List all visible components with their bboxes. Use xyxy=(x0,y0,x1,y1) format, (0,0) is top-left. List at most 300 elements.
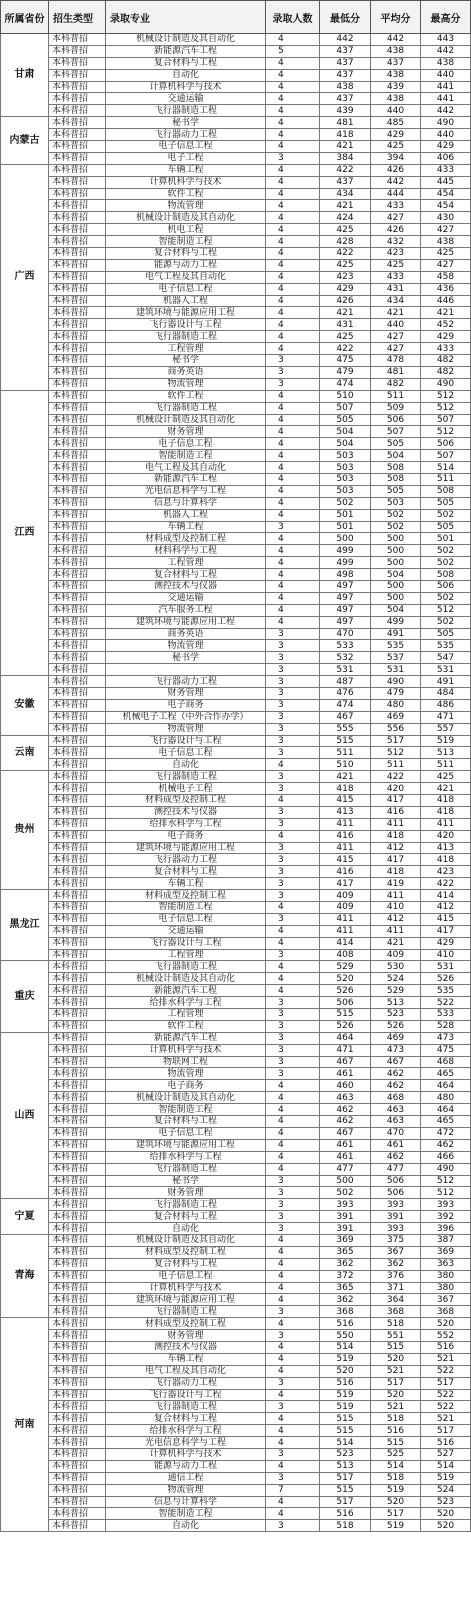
avg-score-cell: 511 xyxy=(371,759,421,771)
admission-type-cell: 本科普招 xyxy=(49,57,106,69)
admitted-count-cell: 4 xyxy=(266,961,320,973)
admission-type-cell: 本科普招 xyxy=(49,830,106,842)
avg-score-cell: 481 xyxy=(371,366,421,378)
admitted-count-cell: 4 xyxy=(266,462,320,474)
admitted-count-cell: 3 xyxy=(266,1199,320,1211)
major-cell: 复合材料与工程 xyxy=(106,569,266,581)
min-score-cell: 391 xyxy=(320,1211,371,1223)
max-score-cell: 422 xyxy=(421,878,471,890)
major-cell: 计算机科学与技术 xyxy=(106,176,266,188)
admitted-count-cell: 3 xyxy=(266,1448,320,1460)
table-row xyxy=(1,735,471,747)
major-cell: 电子商务 xyxy=(106,699,266,711)
header-avg-score: 平均分 xyxy=(371,1,421,34)
major-cell: 飞行器动力工程 xyxy=(106,676,266,688)
admission-type-cell: 本科普招 xyxy=(49,45,106,57)
header-row xyxy=(1,1,471,34)
max-score-cell: 425 xyxy=(421,771,471,783)
table-row xyxy=(1,1353,471,1365)
table-row xyxy=(1,1318,471,1330)
major-cell: 财务管理 xyxy=(106,426,266,438)
table-row xyxy=(1,1377,471,1389)
table-row xyxy=(1,1199,471,1211)
major-cell: 机械设计制造及其自动化 xyxy=(106,212,266,224)
admitted-count-cell: 4 xyxy=(266,1365,320,1377)
admission-type-cell: 本科普招 xyxy=(49,997,106,1009)
admitted-count-cell: 3 xyxy=(266,1377,320,1389)
max-score-cell: 421 xyxy=(421,307,471,319)
table-row xyxy=(1,1425,471,1437)
admitted-count-cell: 3 xyxy=(266,783,320,795)
max-score-cell: 512 xyxy=(421,604,471,616)
admission-type-cell: 本科普招 xyxy=(49,438,106,450)
min-score-cell: 516 xyxy=(320,1377,371,1389)
avg-score-cell: 508 xyxy=(371,462,421,474)
admission-type-cell: 本科普招 xyxy=(49,81,106,93)
table-row xyxy=(1,378,471,390)
admission-type-cell: 本科普招 xyxy=(49,355,106,367)
admitted-count-cell: 4 xyxy=(266,1080,320,1092)
table-row xyxy=(1,1246,471,1258)
min-score-cell: 415 xyxy=(320,795,371,807)
table-row xyxy=(1,224,471,236)
avg-score-cell: 371 xyxy=(371,1282,421,1294)
major-cell: 工程管理 xyxy=(106,1009,266,1021)
max-score-cell: 393 xyxy=(421,1199,471,1211)
table-row xyxy=(1,1127,471,1139)
min-score-cell: 499 xyxy=(320,557,371,569)
admitted-count-cell: 4 xyxy=(266,57,320,69)
table-row xyxy=(1,45,471,57)
major-cell: 工程管理 xyxy=(106,949,266,961)
major-cell: 飞行器动力工程 xyxy=(106,854,266,866)
province-cell: 广西 xyxy=(1,164,49,390)
major-cell: 交通运输 xyxy=(106,93,266,105)
admitted-count-cell: 4 xyxy=(266,307,320,319)
admitted-count-cell: 4 xyxy=(266,176,320,188)
admitted-count-cell: 4 xyxy=(266,1258,320,1270)
avg-score-cell: 531 xyxy=(371,664,421,676)
avg-score-cell: 393 xyxy=(371,1223,421,1235)
table-row xyxy=(1,676,471,688)
min-score-cell: 497 xyxy=(320,592,371,604)
header-admitted-count: 录取人数 xyxy=(266,1,320,34)
avg-score-cell: 417 xyxy=(371,854,421,866)
admitted-count-cell: 3 xyxy=(266,1472,320,1484)
major-cell: 智能制造工程 xyxy=(106,1104,266,1116)
admission-type-cell: 本科普招 xyxy=(49,604,106,616)
admitted-count-cell: 4 xyxy=(266,188,320,200)
admitted-count-cell: 3 xyxy=(266,1306,320,1318)
admitted-count-cell: 4 xyxy=(266,1104,320,1116)
max-score-cell: 429 xyxy=(421,141,471,153)
table-row xyxy=(1,890,471,902)
table-row xyxy=(1,545,471,557)
max-score-cell: 506 xyxy=(421,438,471,450)
major-cell: 秘书学 xyxy=(106,117,266,129)
major-cell: 复合材料与工程 xyxy=(106,1258,266,1270)
table-row xyxy=(1,557,471,569)
max-score-cell: 420 xyxy=(421,830,471,842)
admission-type-cell: 本科普招 xyxy=(49,913,106,925)
admission-type-cell: 本科普招 xyxy=(49,331,106,343)
admission-type-cell: 本科普招 xyxy=(49,521,106,533)
major-cell: 机械设计制造及其自动化 xyxy=(106,1234,266,1246)
max-score-cell: 484 xyxy=(421,687,471,699)
major-cell: 新能源汽车工程 xyxy=(106,1032,266,1044)
avg-score-cell: 480 xyxy=(371,699,421,711)
avg-score-cell: 504 xyxy=(371,569,421,581)
avg-score-cell: 500 xyxy=(371,580,421,592)
table-row xyxy=(1,866,471,878)
table-row xyxy=(1,188,471,200)
max-score-cell: 511 xyxy=(421,473,471,485)
max-score-cell: 464 xyxy=(421,1080,471,1092)
min-score-cell: 502 xyxy=(320,497,371,509)
max-score-cell: 421 xyxy=(421,783,471,795)
table-row xyxy=(1,343,471,355)
avg-score-cell: 506 xyxy=(371,1187,421,1199)
avg-score-cell: 508 xyxy=(371,473,421,485)
major-cell: 建筑环境与能源应用工程 xyxy=(106,616,266,628)
avg-score-cell: 521 xyxy=(371,1365,421,1377)
table-row xyxy=(1,1032,471,1044)
min-score-cell: 411 xyxy=(320,842,371,854)
admission-type-cell: 本科普招 xyxy=(49,652,106,664)
max-score-cell: 486 xyxy=(421,699,471,711)
min-score-cell: 520 xyxy=(320,1365,371,1377)
avg-score-cell: 506 xyxy=(371,414,421,426)
table-row xyxy=(1,604,471,616)
min-score-cell: 437 xyxy=(320,45,371,57)
major-cell: 物流管理 xyxy=(106,723,266,735)
avg-score-cell: 410 xyxy=(371,902,421,914)
avg-score-cell: 500 xyxy=(371,545,421,557)
max-score-cell: 521 xyxy=(421,1413,471,1425)
admitted-count-cell: 4 xyxy=(266,604,320,616)
admission-type-cell: 本科普招 xyxy=(49,1009,106,1021)
max-score-cell: 429 xyxy=(421,937,471,949)
table-row xyxy=(1,1020,471,1032)
major-cell: 计算机科学与技术 xyxy=(106,1448,266,1460)
admission-type-cell: 本科普招 xyxy=(49,283,106,295)
table-row xyxy=(1,830,471,842)
min-score-cell: 550 xyxy=(320,1330,371,1342)
avg-score-cell: 524 xyxy=(371,973,421,985)
major-cell: 物流管理 xyxy=(106,1484,266,1496)
table-row xyxy=(1,295,471,307)
max-score-cell: 527 xyxy=(421,1448,471,1460)
major-cell: 测控技术与仪器 xyxy=(106,1341,266,1353)
min-score-cell: 408 xyxy=(320,949,371,961)
table-row xyxy=(1,1056,471,1068)
max-score-cell: 531 xyxy=(421,961,471,973)
major-cell: 通信工程 xyxy=(106,1472,266,1484)
max-score-cell: 369 xyxy=(421,1246,471,1258)
admitted-count-cell: 4 xyxy=(266,81,320,93)
admission-type-cell: 本科普招 xyxy=(49,676,106,688)
admitted-count-cell: 3 xyxy=(266,676,320,688)
major-cell: 工程管理 xyxy=(106,557,266,569)
admission-type-cell: 本科普招 xyxy=(49,509,106,521)
major-cell: 能源与动力工程 xyxy=(106,259,266,271)
major-cell: 材料成型及控制工程 xyxy=(106,1318,266,1330)
max-score-cell: 480 xyxy=(421,1092,471,1104)
avg-score-cell: 375 xyxy=(371,1234,421,1246)
avg-score-cell: 418 xyxy=(371,830,421,842)
admission-type-cell: 本科普招 xyxy=(49,295,106,307)
admitted-count-cell: 4 xyxy=(266,925,320,937)
admission-type-cell: 本科普招 xyxy=(49,450,106,462)
table-row xyxy=(1,1484,471,1496)
admission-type-cell: 本科普招 xyxy=(49,1234,106,1246)
admission-type-cell: 本科普招 xyxy=(49,1116,106,1128)
table-row xyxy=(1,1401,471,1413)
major-cell: 秘书学 xyxy=(106,1175,266,1187)
table-row xyxy=(1,81,471,93)
admitted-count-cell: 3 xyxy=(266,1009,320,1021)
table-row xyxy=(1,69,471,81)
table-row xyxy=(1,723,471,735)
admission-type-cell: 本科普招 xyxy=(49,1032,106,1044)
avg-score-cell: 442 xyxy=(371,176,421,188)
admission-type-cell: 本科普招 xyxy=(49,628,106,640)
max-score-cell: 501 xyxy=(421,533,471,545)
table-row xyxy=(1,997,471,1009)
major-cell: 测控技术与仪器 xyxy=(106,806,266,818)
table-row xyxy=(1,259,471,271)
admitted-count-cell: 4 xyxy=(266,343,320,355)
major-cell: 机器人工程 xyxy=(106,509,266,521)
avg-score-cell: 500 xyxy=(371,592,421,604)
admission-type-cell: 本科普招 xyxy=(49,1092,106,1104)
major-cell: 物流管理 xyxy=(106,1068,266,1080)
avg-score-cell: 429 xyxy=(371,129,421,141)
major-cell: 材料成型及控制工程 xyxy=(106,1246,266,1258)
min-score-cell: 510 xyxy=(320,390,371,402)
admitted-count-cell: 4 xyxy=(266,580,320,592)
table-row xyxy=(1,1139,471,1151)
admitted-count-cell: 4 xyxy=(266,485,320,497)
max-score-cell: 547 xyxy=(421,652,471,664)
min-score-cell: 498 xyxy=(320,569,371,581)
admitted-count-cell: 4 xyxy=(266,1234,320,1246)
table-row xyxy=(1,1258,471,1270)
avg-score-cell: 526 xyxy=(371,1020,421,1032)
admission-type-cell: 本科普招 xyxy=(49,818,106,830)
admission-type-cell: 本科普招 xyxy=(49,1282,106,1294)
major-cell: 给排水科学与工程 xyxy=(106,818,266,830)
min-score-cell: 510 xyxy=(320,759,371,771)
min-score-cell: 503 xyxy=(320,450,371,462)
max-score-cell: 502 xyxy=(421,616,471,628)
admission-type-cell: 本科普招 xyxy=(49,271,106,283)
max-score-cell: 396 xyxy=(421,1223,471,1235)
avg-score-cell: 391 xyxy=(371,1211,421,1223)
major-cell: 复合材料与工程 xyxy=(106,57,266,69)
admission-type-cell: 本科普招 xyxy=(49,806,106,818)
admitted-count-cell: 3 xyxy=(266,997,320,1009)
table-row xyxy=(1,973,471,985)
table-row xyxy=(1,152,471,164)
admission-type-cell: 本科普招 xyxy=(49,985,106,997)
admission-type-cell: 本科普招 xyxy=(49,1425,106,1437)
avg-score-cell: 418 xyxy=(371,866,421,878)
table-row xyxy=(1,1211,471,1223)
max-score-cell: 523 xyxy=(421,1496,471,1508)
max-score-cell: 482 xyxy=(421,355,471,367)
major-cell: 机械设计制造及其自动化 xyxy=(106,1092,266,1104)
major-cell: 飞行器动力工程 xyxy=(106,1377,266,1389)
admitted-count-cell: 4 xyxy=(266,402,320,414)
table-row xyxy=(1,1068,471,1080)
avg-score-cell: 433 xyxy=(371,271,421,283)
avg-score-cell: 444 xyxy=(371,188,421,200)
table-row xyxy=(1,414,471,426)
admission-type-cell: 本科普招 xyxy=(49,1330,106,1342)
major-cell: 复合材料与工程 xyxy=(106,1116,266,1128)
min-score-cell: 429 xyxy=(320,283,371,295)
table-row xyxy=(1,200,471,212)
admission-type-cell: 本科普招 xyxy=(49,390,106,402)
admission-type-cell: 本科普招 xyxy=(49,1472,106,1484)
min-score-cell: 519 xyxy=(320,1389,371,1401)
min-score-cell: 467 xyxy=(320,1056,371,1068)
major-cell: 飞行器动力工程 xyxy=(106,129,266,141)
max-score-cell: 465 xyxy=(421,1116,471,1128)
table-row xyxy=(1,450,471,462)
admission-type-cell: 本科普招 xyxy=(49,842,106,854)
admitted-count-cell: 3 xyxy=(266,378,320,390)
admitted-count-cell: 4 xyxy=(266,248,320,260)
admitted-count-cell: 3 xyxy=(266,1068,320,1080)
major-cell: 机电工程 xyxy=(106,224,266,236)
admitted-count-cell: 3 xyxy=(266,1032,320,1044)
major-cell: 计算机科学与技术 xyxy=(106,1282,266,1294)
admitted-count-cell: 3 xyxy=(266,735,320,747)
avg-score-cell: 419 xyxy=(371,878,421,890)
major-cell: 智能制造工程 xyxy=(106,236,266,248)
major-cell: 飞行器设计与工程 xyxy=(106,937,266,949)
avg-score-cell: 525 xyxy=(371,1448,421,1460)
min-score-cell: 519 xyxy=(320,1353,371,1365)
major-cell: 飞行器制造工程 xyxy=(106,402,266,414)
min-score-cell: 515 xyxy=(320,1413,371,1425)
avg-score-cell: 503 xyxy=(371,497,421,509)
admitted-count-cell: 4 xyxy=(266,557,320,569)
major-cell: 材料成型及控制工程 xyxy=(106,533,266,545)
table-row xyxy=(1,366,471,378)
major-cell: 机械设计制造及其自动化 xyxy=(106,34,266,46)
min-score-cell: 464 xyxy=(320,1032,371,1044)
admitted-count-cell: 4 xyxy=(266,117,320,129)
max-score-cell: 512 xyxy=(421,1187,471,1199)
admitted-count-cell: 4 xyxy=(266,592,320,604)
max-score-cell: 519 xyxy=(421,1472,471,1484)
admitted-count-cell: 4 xyxy=(266,759,320,771)
province-cell: 山西 xyxy=(1,1032,49,1198)
avg-score-cell: 368 xyxy=(371,1306,421,1318)
table-header xyxy=(1,1,471,34)
min-score-cell: 503 xyxy=(320,473,371,485)
admitted-count-cell: 4 xyxy=(266,271,320,283)
major-cell: 智能制造工程 xyxy=(106,450,266,462)
major-cell: 材料成型及控制工程 xyxy=(106,890,266,902)
admission-type-cell: 本科普招 xyxy=(49,366,106,378)
table-row xyxy=(1,1080,471,1092)
admission-type-cell: 本科普招 xyxy=(49,1294,106,1306)
max-score-cell: 507 xyxy=(421,414,471,426)
admission-type-cell: 本科普招 xyxy=(49,1520,106,1532)
major-cell: 商务英语 xyxy=(106,628,266,640)
province-cell: 宁夏 xyxy=(1,1199,49,1235)
min-score-cell: 462 xyxy=(320,1116,371,1128)
min-score-cell: 519 xyxy=(320,1401,371,1413)
avg-score-cell: 517 xyxy=(371,1508,421,1520)
admitted-count-cell: 4 xyxy=(266,331,320,343)
major-cell: 新能源汽车工程 xyxy=(106,473,266,485)
table-row xyxy=(1,1306,471,1318)
province-cell: 云南 xyxy=(1,735,49,771)
min-score-cell: 428 xyxy=(320,236,371,248)
admitted-count-cell: 4 xyxy=(266,141,320,153)
major-cell: 电子信息工程 xyxy=(106,913,266,925)
max-score-cell: 506 xyxy=(421,580,471,592)
admission-type-cell: 本科普招 xyxy=(49,616,106,628)
major-cell: 软件工程 xyxy=(106,188,266,200)
max-score-cell: 552 xyxy=(421,1330,471,1342)
major-cell: 电子信息工程 xyxy=(106,1270,266,1282)
max-score-cell: 490 xyxy=(421,1163,471,1175)
max-score-cell: 505 xyxy=(421,628,471,640)
min-score-cell: 503 xyxy=(320,485,371,497)
table-row xyxy=(1,711,471,723)
avg-score-cell: 461 xyxy=(371,1139,421,1151)
avg-score-cell: 442 xyxy=(371,34,421,46)
max-score-cell: 441 xyxy=(421,81,471,93)
admission-type-cell: 本科普招 xyxy=(49,1104,106,1116)
major-cell: 电子信息工程 xyxy=(106,747,266,759)
avg-score-cell: 530 xyxy=(371,961,421,973)
max-score-cell: 411 xyxy=(421,818,471,830)
max-score-cell: 367 xyxy=(421,1294,471,1306)
admission-type-cell: 本科普招 xyxy=(49,1460,106,1472)
admission-type-cell: 本科普招 xyxy=(49,759,106,771)
min-score-cell: 505 xyxy=(320,414,371,426)
avg-score-cell: 500 xyxy=(371,557,421,569)
max-score-cell: 513 xyxy=(421,747,471,759)
table-row xyxy=(1,462,471,474)
min-score-cell: 434 xyxy=(320,188,371,200)
min-score-cell: 425 xyxy=(320,259,371,271)
min-score-cell: 463 xyxy=(320,1092,371,1104)
major-cell: 给排水科学与工程 xyxy=(106,997,266,1009)
table-row xyxy=(1,509,471,521)
table-row xyxy=(1,1044,471,1056)
admission-type-cell: 本科普招 xyxy=(49,1246,106,1258)
min-score-cell: 416 xyxy=(320,866,371,878)
admitted-count-cell: 3 xyxy=(266,723,320,735)
admission-type-cell: 本科普招 xyxy=(49,1151,106,1163)
admitted-count-cell: 4 xyxy=(266,438,320,450)
min-score-cell: 500 xyxy=(320,533,371,545)
major-cell: 自动化 xyxy=(106,1223,266,1235)
admission-type-cell: 本科普招 xyxy=(49,699,106,711)
major-cell: 能源与动力工程 xyxy=(106,1460,266,1472)
avg-score-cell: 519 xyxy=(371,1484,421,1496)
avg-score-cell: 518 xyxy=(371,1318,421,1330)
admission-type-cell: 本科普招 xyxy=(49,783,106,795)
